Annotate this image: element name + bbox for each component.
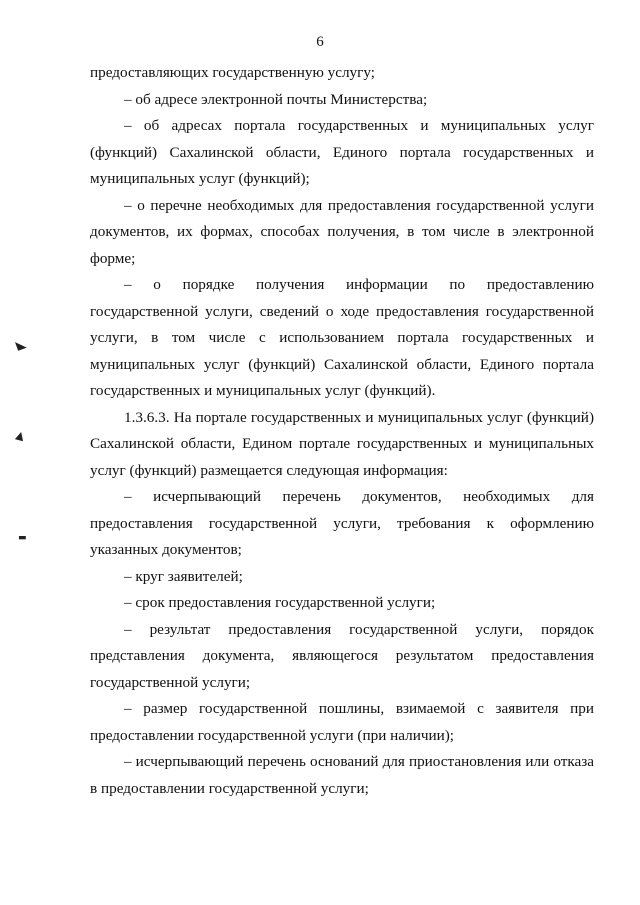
list-item-documents-list: – о перечне необходимых для предоставления государственной услуги документов, их формах, способах получения, в том числе в электронной форме;: [90, 196, 594, 267]
list-item-result: – результат предоставления государственной услуги, порядок представления документа, являющегося результатом предоставления государственной услуги;: [90, 620, 594, 691]
list-item-term: – срок предоставления государственной услуги;: [124, 594, 436, 611]
list-item-portal-addresses: – об адресах портала государственных и муниципальных услуг (функций) Сахалинской области, Единого портала государственных и муниципальных услуг (функций);: [90, 117, 594, 187]
list-item-email: – об адресе электронной почты Министерства;: [124, 90, 428, 108]
paragraph-continuation: предоставляющих государственную услугу;: [90, 64, 375, 81]
list-item-exhaustive-documents: – исчерпывающий перечень документов, необходимых для предоставления государственной услуги, требования к оформлению указанных документов;: [90, 488, 594, 558]
list-item-info-procedure: – о порядке получения информации по предоставлению государственной услуги, сведений о ходе предоставления государственной услуги, в том числе с использованием портала государственных и муниципальных услуг (функций) Сахалинской области, Единого портала государственных и муниципальных услуг (функций).: [90, 276, 594, 399]
scan-artifact-mark: ◣: [13, 335, 28, 353]
document-body: [90, 60, 594, 802]
scan-artifact-mark: ▬: [18, 533, 27, 543]
scan-artifact-mark: ▲: [14, 428, 27, 443]
section-1-3-6-3: 1.3.6.3. На портале государственных и муниципальных услуг (функций) Сахалинской области, Едином портале государственных и муниципальных услуг (функций) размещается следующая информация:: [90, 408, 594, 479]
list-item-applicants: – круг заявителей;: [124, 567, 243, 585]
list-item-state-fee: – размер государственной пошлины, взимаемой с заявителя при предоставлении государственной услуги (при наличии);: [90, 700, 594, 744]
list-item-refusal-grounds: – исчерпывающий перечень оснований для приостановления или отказа в предоставлении государственной услуги;: [90, 753, 594, 797]
page-number: 6: [316, 34, 324, 50]
